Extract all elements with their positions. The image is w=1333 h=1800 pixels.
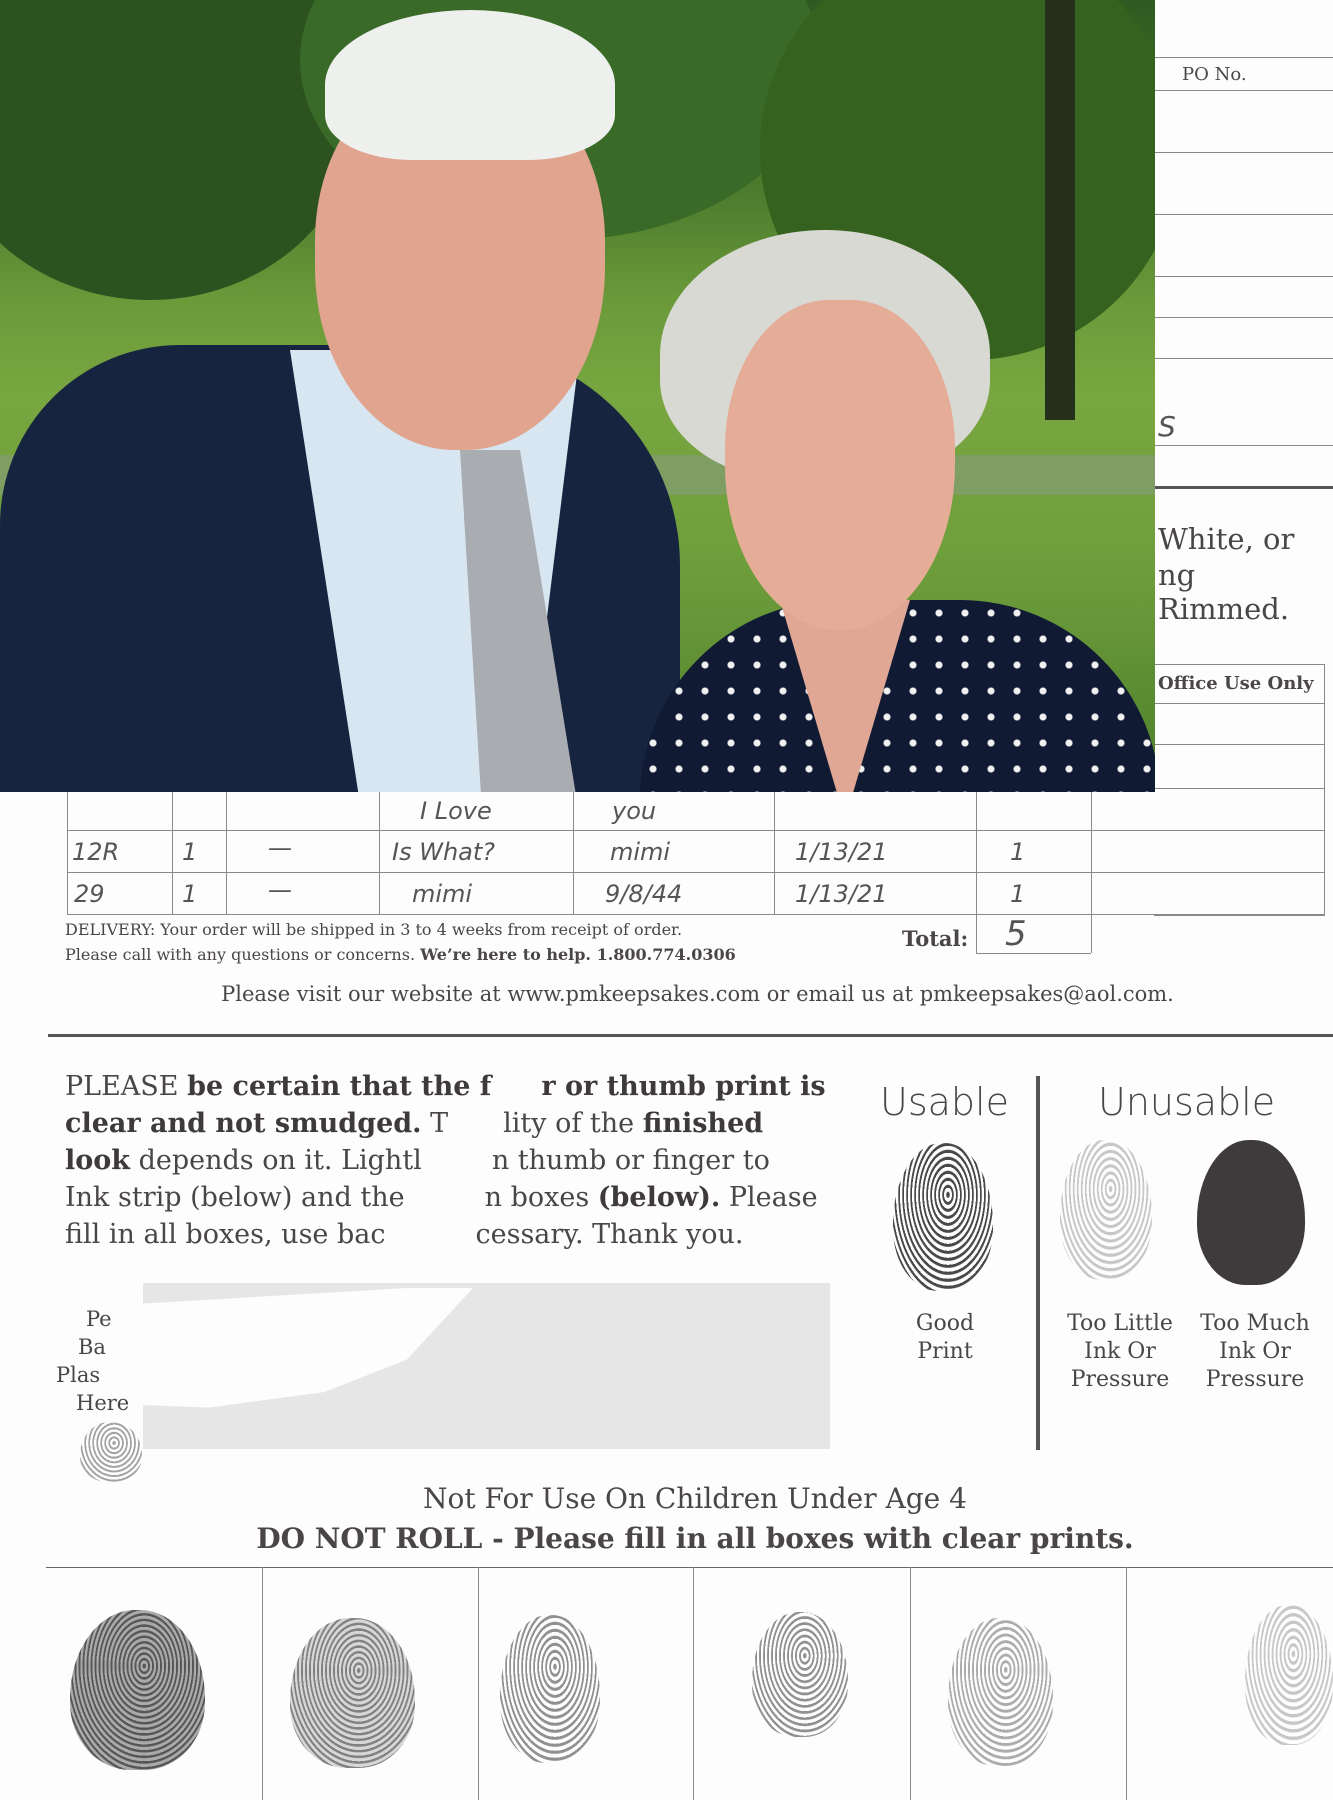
total-value: 5 bbox=[1005, 914, 1027, 954]
unusable-heading: Unusable bbox=[1098, 1080, 1276, 1124]
row-count: 1 bbox=[1010, 838, 1026, 866]
row-option: — bbox=[268, 876, 292, 904]
row-date: 1/13/21 bbox=[795, 880, 888, 908]
too-little-fingerprint bbox=[1060, 1140, 1152, 1280]
good-print-label: Good Print bbox=[915, 1311, 975, 1364]
too-much-label: Too Much Ink Or Pressure bbox=[1200, 1311, 1310, 1392]
do-not-roll-warning: DO NOT ROLL - Please fill in all boxes with clear prints. bbox=[256, 1522, 1134, 1555]
couple-photo bbox=[0, 0, 1155, 792]
smudged-print bbox=[80, 1422, 142, 1482]
usable-heading: Usable bbox=[880, 1080, 1009, 1124]
row-line2: mimi bbox=[610, 838, 671, 866]
print-box-4-fingerprint bbox=[752, 1612, 848, 1737]
row-option: — bbox=[268, 834, 292, 862]
website-text: Please visit our website at www.pmkeepsakes.com or email us at pmkeepsakes@aol.com. bbox=[221, 982, 1174, 1006]
delivery-text: DELIVERY: Your order will be shipped in 3 to 4 weeks from receipt of order. bbox=[65, 920, 683, 939]
print-box-1-fingerprint bbox=[70, 1610, 205, 1770]
finish-text-2: ng Rimmed. bbox=[1158, 558, 1290, 626]
row-line1: mimi bbox=[412, 880, 473, 908]
row-count: 1 bbox=[1010, 880, 1026, 908]
too-much-fingerprint bbox=[1197, 1140, 1305, 1285]
row-line1: I Love bbox=[420, 797, 492, 825]
good-print-fingerprint bbox=[893, 1143, 993, 1291]
row-line2: you bbox=[612, 797, 657, 825]
row-date: 1/13/21 bbox=[795, 838, 888, 866]
instructions-paragraph: PLEASE be certain that the f r or thumb print is clear and not smudged. T lity of the finished look depends on it. Lightl n thumb or finger to Ink strip (below) and the n boxes (below). Please fill in all boxes, use bac cessary. Thank you. bbox=[65, 1071, 826, 1250]
finish-text-1: White, or bbox=[1158, 522, 1295, 556]
row-qty: 1 bbox=[182, 880, 198, 908]
handwritten-s: S bbox=[1158, 410, 1176, 443]
too-little-label: Too Little Ink Or Pressure bbox=[1067, 1311, 1173, 1392]
office-use-label: Office Use Only bbox=[1154, 665, 1324, 704]
total-label: Total: bbox=[902, 926, 969, 951]
row-line2: 9/8/44 bbox=[605, 880, 683, 908]
print-box-5-fingerprint bbox=[948, 1618, 1053, 1766]
office-use-box bbox=[1154, 664, 1325, 916]
section-divider bbox=[48, 1034, 1333, 1037]
contact-prefix: Please call with any questions or concerns. bbox=[65, 945, 416, 964]
print-box-2-fingerprint bbox=[290, 1618, 415, 1768]
contact-text bbox=[65, 945, 736, 964]
row-qty: 1 bbox=[182, 838, 198, 866]
print-box-3-fingerprint bbox=[500, 1615, 600, 1763]
ink-strip-labels: Pe Ba Plas Here bbox=[56, 1307, 130, 1415]
row-item: 29 bbox=[74, 880, 105, 908]
print-box-6-fingerprint bbox=[1245, 1605, 1333, 1745]
row-line1: Is What? bbox=[392, 838, 496, 866]
po-number-label: PO No. bbox=[1182, 64, 1247, 85]
contact-phone: We’re here to help. 1.800.774.0306 bbox=[420, 945, 736, 964]
row-item: 12R bbox=[72, 838, 120, 866]
age-warning: Not For Use On Children Under Age 4 bbox=[423, 1482, 967, 1515]
